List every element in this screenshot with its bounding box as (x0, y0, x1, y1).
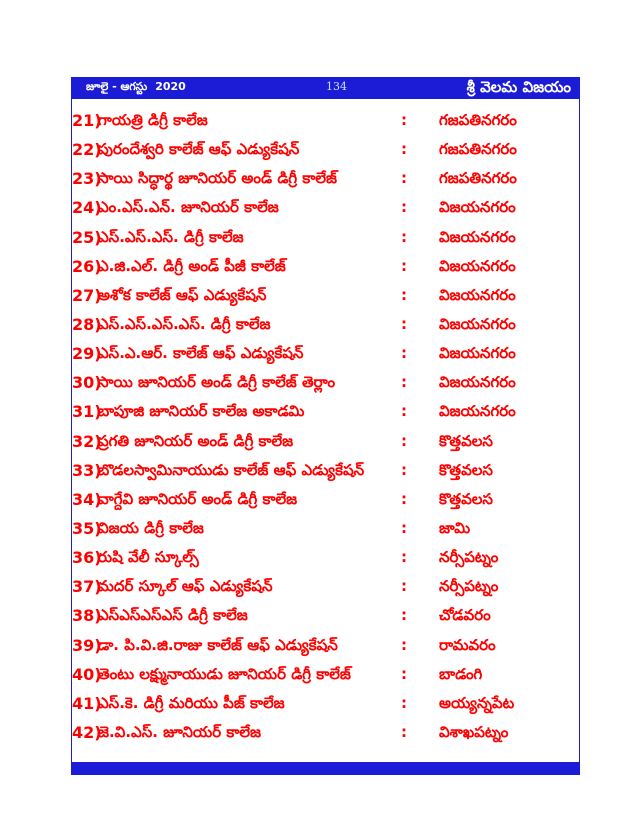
list-item (72, 719, 579, 748)
issue-year: 2020 (155, 80, 186, 93)
separator: : (401, 169, 407, 188)
college-name: బొడలస్వామినాయుడు కాలేజ్ ఆఫ్ ఎడ్యుకేషన్ (98, 460, 365, 479)
separator: : (401, 577, 407, 596)
separator: : (401, 314, 407, 333)
list-item (72, 369, 579, 398)
college-name: విజయ డిగ్రీ కాలేజ (98, 518, 204, 537)
entry-number: 32) (72, 431, 102, 451)
entry-number: 31) (72, 402, 102, 422)
college-location: విశాఖపట్నం (439, 722, 509, 741)
college-name: బాపూజి జూనియర్ కాలేజ అకాడమి (98, 402, 305, 421)
separator: : (401, 548, 407, 567)
college-name: గాయత్రి డిగ్రీ కాలేజ (98, 111, 208, 129)
separator: : (401, 344, 407, 363)
entry-number: 37) (72, 577, 102, 597)
entry-number: 21) (72, 111, 102, 130)
college-name: డా. పి.వి.జి.రాజు కాలేజ్ ఆఫ్ ఎడ్యుకేషన్ (98, 635, 338, 654)
list-item (72, 107, 579, 136)
entry-number: 41) (72, 693, 102, 713)
list-item (72, 136, 579, 165)
entry-number: 38) (72, 606, 102, 626)
college-name: ఎం.ఎస్.ఎన్. జూనియర్ కాలేజ (98, 198, 279, 217)
entry-number: 26) (72, 256, 102, 276)
separator: : (401, 285, 407, 304)
college-location: జామి (439, 518, 471, 537)
list-item (72, 486, 579, 515)
page-footer-bar (72, 762, 579, 775)
list-item (72, 398, 579, 427)
separator: : (401, 635, 407, 654)
college-name: ఎస్ఎస్ఎస్ఎస్ డిగ్రీ కాలేజ (98, 606, 248, 625)
separator: : (401, 227, 407, 246)
college-location: నర్సీపట్నం (439, 577, 499, 596)
college-name: ఎస్.ఎ.ఆర్. కాలేజ్ ఆఫ్ ఎడ్యుకేషన్ (98, 344, 304, 363)
college-name: ప్రగతి జూనియర్ అండ్ డిగ్రీ కాలేజ (98, 431, 294, 450)
college-name: వాగ్దేవి జూనియర్ అండ్ డిగ్రీ కాలేజ (98, 489, 298, 508)
list-item (72, 428, 579, 457)
separator: : (401, 460, 407, 479)
list-item (72, 165, 579, 194)
list-item (72, 457, 579, 486)
college-location: చోడవరం (439, 606, 491, 625)
list-item (72, 194, 579, 223)
entry-number: 35) (72, 518, 102, 538)
list-item (72, 544, 579, 573)
separator: : (401, 373, 407, 392)
entry-number: 36) (72, 548, 102, 568)
college-location: విజయనగరం (439, 344, 516, 363)
college-location: విజయనగరం (439, 227, 516, 246)
list-item (72, 602, 579, 631)
college-location: విజయనగరం (439, 373, 516, 392)
college-location: రామవరం (439, 635, 496, 654)
list-item (72, 253, 579, 282)
college-location: విజయనగరం (439, 198, 516, 217)
list-item (72, 632, 579, 661)
college-location: గజపతినగరం (439, 140, 517, 159)
college-location: అయ్యన్నపేట (439, 693, 515, 712)
college-location: విజయనగరం (439, 285, 516, 304)
college-name: పురందేశ్వరి కాలేజ్ ఆఫ్ ఎడ్యుకేషన్ (98, 140, 300, 159)
college-location: గజపతినగరం (439, 169, 517, 188)
separator: : (401, 256, 407, 275)
entry-number: 24) (72, 198, 102, 218)
separator: : (401, 402, 407, 421)
entry-number: 25) (72, 227, 102, 247)
college-list (72, 107, 579, 748)
college-name: సాయి జూనియర్ అండ్ డిగ్రీ కాలేజ్ తెర్లాం (98, 373, 336, 392)
college-location: గజపతినగరం (439, 111, 517, 129)
college-name: ఎ.జి.ఎల్. డిగ్రీ అండ్ పీజీ కాలేజ్ (98, 256, 286, 275)
separator: : (401, 140, 407, 159)
separator: : (401, 198, 407, 217)
separator: : (401, 693, 407, 712)
entry-number: 29) (72, 344, 102, 364)
separator: : (401, 518, 407, 537)
college-name: ఎస్.ఎస్.ఎస్. డిగ్రీ కాలేజ (98, 227, 244, 246)
separator: : (401, 722, 407, 741)
college-name: మదర్ స్కూల్ ఆఫ్ ఎడ్యుకేషన్ (98, 577, 273, 596)
college-location: బాడంగి (439, 664, 483, 683)
college-location: విజయనగరం (439, 314, 516, 333)
list-item (72, 340, 579, 369)
entry-number: 34) (72, 489, 102, 509)
entry-number: 40) (72, 664, 102, 684)
college-location: విజయనగరం (439, 402, 516, 421)
list-item (72, 515, 579, 544)
college-name: ఎస్.కె. డిగ్రీ మరియు పీజ్ కాలేజ (98, 693, 285, 712)
list-item (72, 311, 579, 340)
college-location: విజయనగరం (439, 256, 516, 275)
college-location: నర్సీపట్నం (439, 548, 499, 567)
list-item (72, 573, 579, 602)
list-item (72, 690, 579, 719)
page-header (72, 77, 579, 99)
college-location: కొత్తవలస (439, 460, 493, 479)
entry-number: 27) (72, 285, 102, 305)
college-location: కొత్తవలస (439, 489, 493, 508)
college-name: రుషి వేలీ స్కూల్స్ (98, 548, 199, 567)
college-location: కొత్తవలస (439, 431, 493, 450)
page-frame (71, 77, 580, 775)
separator: : (401, 606, 407, 625)
page-number: 134 (326, 80, 347, 93)
entry-number: 39) (72, 635, 102, 655)
separator: : (401, 664, 407, 683)
list-item (72, 661, 579, 690)
college-name: సాయి సిద్ధార్థ జూనియర్ అండ్ డిగ్రీ కాలేజ్ (98, 169, 338, 188)
list-item (72, 224, 579, 253)
college-name: అశోక కాలేజ్ ఆఫ్ ఎడ్యుకేషన్ (98, 285, 267, 304)
college-name: ఎస్.ఎస్.ఎస్.ఎస్. డిగ్రీ కాలేజ (98, 314, 271, 333)
entry-number: 23) (72, 169, 102, 189)
separator: : (401, 489, 407, 508)
entry-number: 33) (72, 460, 102, 480)
issue-date (86, 80, 186, 96)
entry-number: 28) (72, 314, 102, 334)
magazine-title: శ్రీ వెలమ విజయం (466, 78, 571, 96)
entry-number: 42) (72, 722, 102, 742)
list-item (72, 282, 579, 311)
separator: : (401, 431, 407, 450)
college-name: తెంటు లక్ష్మునాయుడు జూనియర్ డిగ్రీ కాలేజ్ (98, 664, 351, 683)
college-name: జె.వి.ఎస్. జూనియర్ కాలేజ (98, 722, 261, 741)
entry-number: 30) (72, 373, 102, 393)
issue-month: జూలై - ఆగస్టు (86, 80, 148, 93)
separator: : (401, 111, 407, 129)
entry-number: 22) (72, 140, 102, 160)
